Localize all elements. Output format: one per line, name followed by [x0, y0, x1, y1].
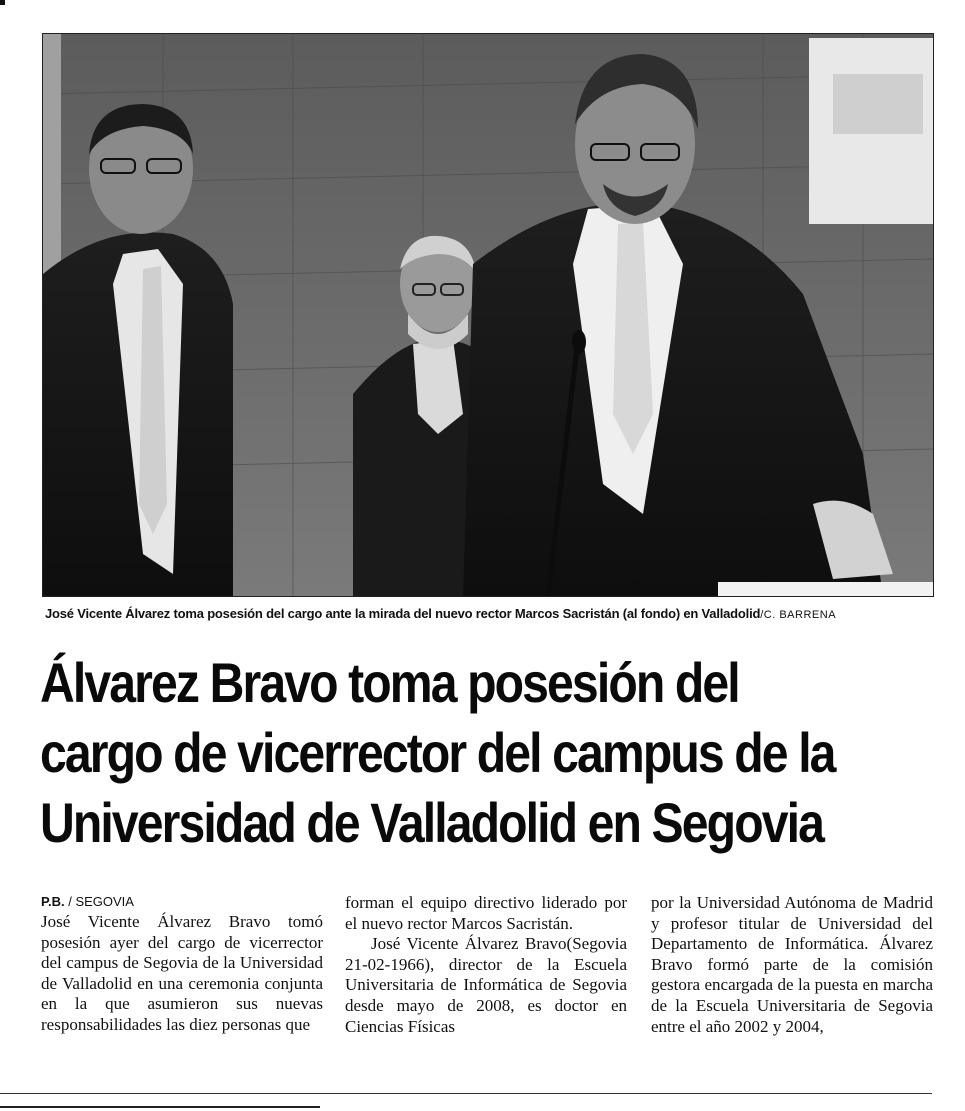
caption-text: José Vicente Álvarez toma posesión del cargo ante la mirada del nuevo rector Marcos Sacristán (al fondo) en Valladolid [45, 606, 761, 621]
article-column-2 [345, 893, 627, 1037]
article-column-3 [651, 893, 933, 1037]
headline-line-2: cargo de vicerrector del campus de la [40, 721, 835, 784]
bottom-rule [0, 1093, 932, 1094]
news-photo [42, 33, 934, 597]
photo-image-icon [43, 34, 933, 596]
scan-corner-mark [0, 0, 5, 5]
headline-line-1: Álvarez Bravo toma posesión del [40, 651, 739, 714]
byline [41, 893, 323, 911]
photo-credit: /C. BARRENA [760, 609, 837, 621]
bottom-rule-thick [0, 1106, 320, 1108]
byline-location: / SEGOVIA [64, 894, 134, 909]
article-column-1 [41, 893, 323, 1036]
headline-line-3: Universidad de Valladolid en Segovia [40, 791, 823, 854]
article-paragraph: forman el equipo directivo liderado por el nuevo rector Marcos Sacristán. [345, 893, 627, 933]
photo-caption [45, 606, 945, 621]
article-paragraph: por la Universidad Autónoma de Madrid y profesor titular de Universidad del Departamento de Informática. Álvarez Bravo formó parte de la comisión gestora encargada de la puesta en marcha de la Escuela Universitaria de Segovia entre el año 2002 y 2004, [651, 893, 933, 1036]
byline-author: P.B. [41, 894, 65, 909]
headline [40, 648, 835, 858]
article-paragraph: José Vicente Álvarez Bravo tomó posesión ayer del cargo de vicerrector del campus de Segovia de la Universidad de Valladolid en una ceremonia conjunta en la que asumieron sus nuevas responsabilidades las diez personas que [41, 912, 323, 1034]
article-paragraph: José Vicente Álvarez Bravo(Segovia 21-02-1966), director de la Escuela Universitaria de Informática de Segovia desde mayo de 2008, es doctor en Ciencias Físicas [345, 934, 627, 1036]
